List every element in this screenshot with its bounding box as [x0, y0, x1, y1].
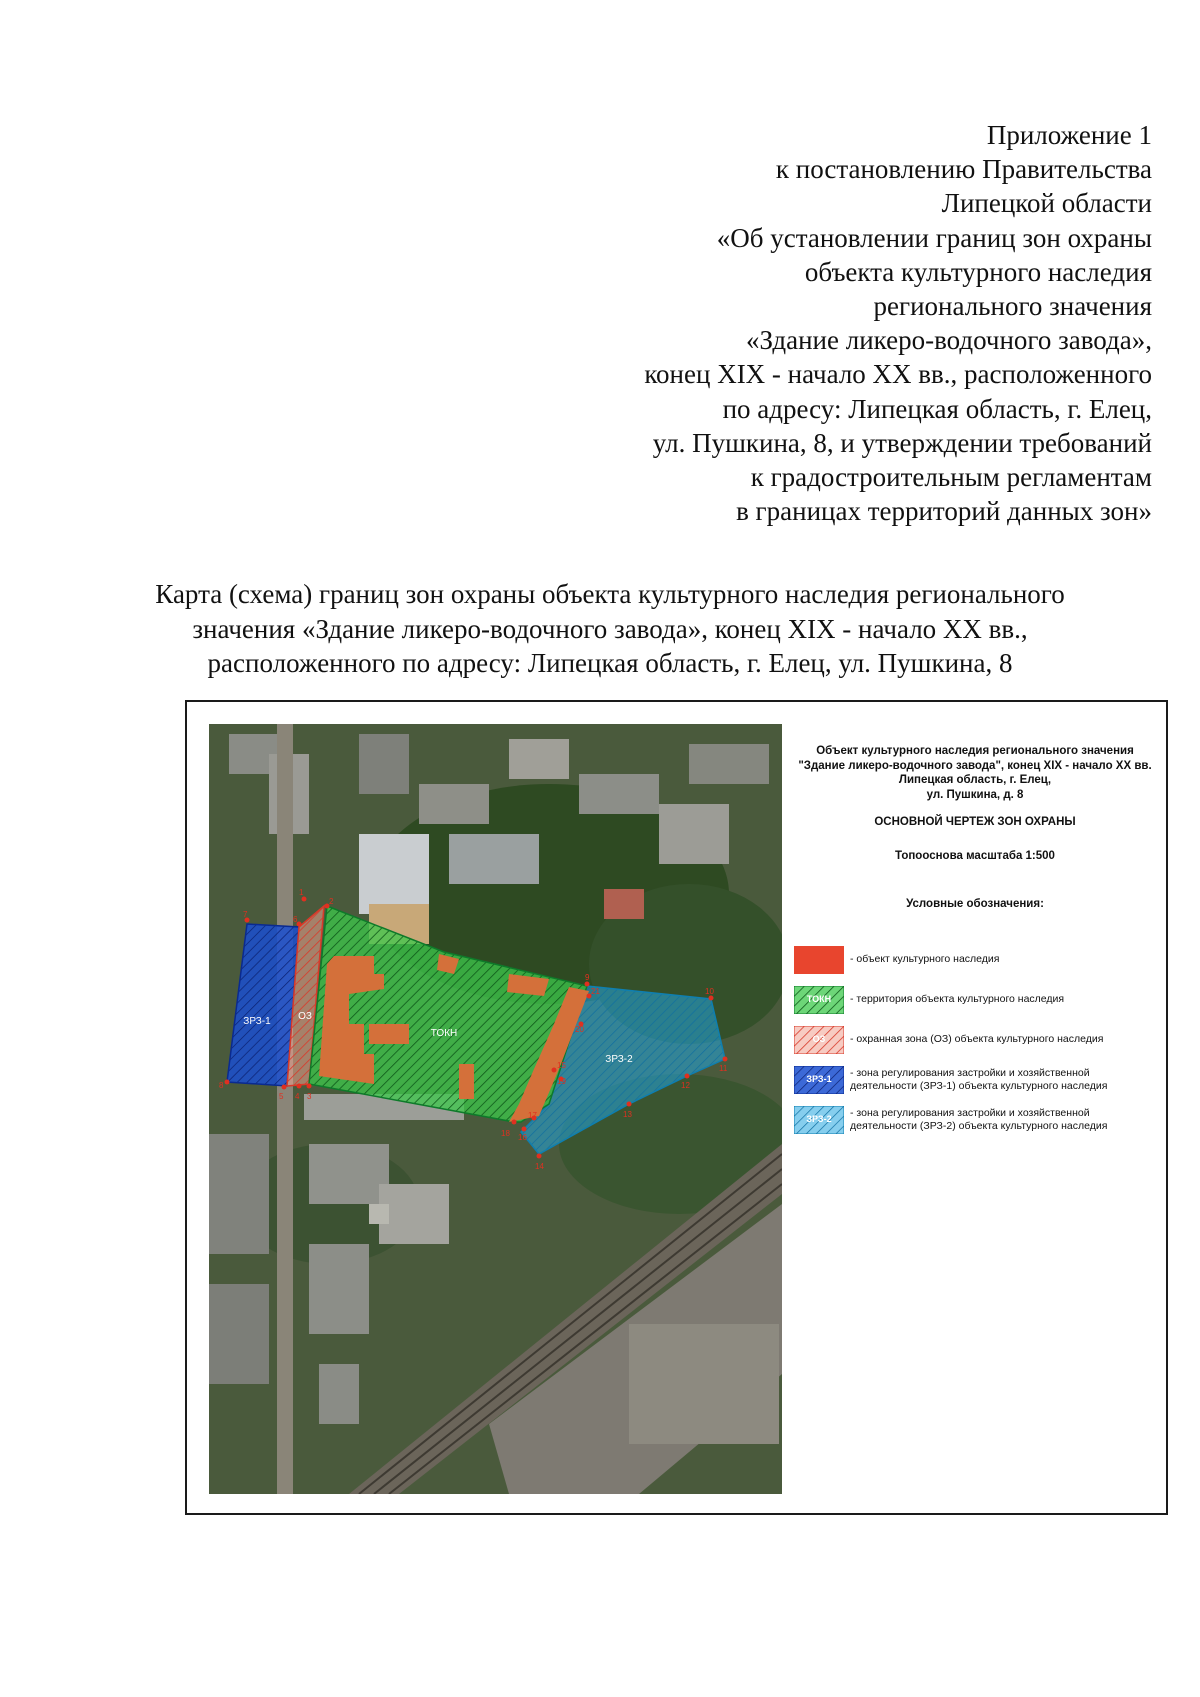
legend-item-zrz1 [794, 1066, 1164, 1096]
point-label: 18 [501, 1129, 510, 1138]
boundary-point [685, 1074, 690, 1079]
building [579, 774, 659, 814]
map-legend [782, 724, 1168, 1494]
legend-heading-line: Объект культурного наследия регионального значения [816, 745, 1134, 757]
point-label: 2 [329, 897, 334, 906]
point-label: 15 [557, 1061, 566, 1070]
boundary-point [282, 1085, 287, 1090]
point-label: 7 [243, 910, 248, 919]
building [659, 804, 729, 864]
appendix-line: по адресу: Липецкая область, г. Елец, [722, 393, 1152, 424]
legend-swatch-code: ЗРЗ-2 [806, 1114, 832, 1124]
appendix-line: объекта культурного наследия [804, 256, 1152, 287]
legend-heading-line: "Здание ликеро-водочного завода", конец XIX - начало XX вв. [798, 759, 1152, 772]
boundary-point [709, 996, 714, 1001]
building [379, 1184, 449, 1244]
legend-label-line: - охранная зона (ОЗ) объекта культурного наследия [850, 1033, 1104, 1045]
point-label: 6 [293, 915, 298, 924]
legend-swatch-code: ОЗ [812, 1034, 826, 1044]
boundary-point [307, 1084, 312, 1089]
street [277, 724, 293, 1494]
map-title-line: Карта (схема) границ зон охраны объекта культурного наследия регионального [155, 579, 1065, 609]
point-label: 21 [591, 987, 600, 996]
legend-heading [782, 744, 1168, 802]
point-label: 4 [295, 1092, 300, 1101]
appendix-line: конец XIX - начало XX вв., расположенного [644, 359, 1152, 390]
legend-label-line: деятельности (ЗРЗ-2) объекта культурного наследия [850, 1120, 1108, 1132]
legend-label-line: - территория объекта культурного наследия [850, 993, 1065, 1005]
point-label: 11 [719, 1064, 728, 1073]
building [604, 889, 644, 919]
point-label: 1 [299, 888, 304, 897]
legend-label [850, 1067, 1170, 1093]
building [209, 1134, 269, 1254]
legend-label-line: - объект культурного наследия [850, 953, 1000, 965]
legend-drawing-title: ОСНОВНОЙ ЧЕРТЕЖ ЗОН ОХРАНЫ [874, 816, 1076, 828]
building [449, 834, 539, 884]
appendix-line: ул. Пушкина, 8, и утверждении требований [652, 427, 1152, 458]
building [319, 1364, 359, 1424]
building [689, 744, 769, 784]
map-title-line: расположенного по адресу: Липецкая область, г. Елец, ул. Пушкина, 8 [207, 648, 1013, 678]
point-label: 9 [585, 973, 590, 982]
point-label: 20 [575, 1025, 584, 1034]
point-label: 16 [518, 1133, 527, 1142]
legend-symbols-title: Условные обозначения: [906, 898, 1044, 910]
legend-swatch-okn [794, 946, 844, 974]
boundary-point [627, 1102, 632, 1107]
building [419, 784, 489, 824]
legend-label [850, 1107, 1170, 1133]
legend-swatch-code: ЗРЗ-1 [806, 1074, 832, 1084]
building [509, 739, 569, 779]
legend-label [850, 993, 1170, 1006]
point-label: 19 [557, 1077, 566, 1086]
boundary-point [537, 1154, 542, 1159]
point-label: 3 [307, 1092, 312, 1101]
map-frame [185, 700, 1168, 1515]
boundary-point [512, 1120, 517, 1125]
parking-lot [629, 1324, 779, 1444]
zone-label-zrz1: ЗРЗ-1 [243, 1016, 271, 1027]
legend-item-zrz2 [794, 1106, 1164, 1136]
point-label: 13 [623, 1110, 632, 1119]
map-svg [209, 724, 782, 1494]
appendix-header [452, 118, 1152, 528]
appendix-line: к градостроительным регламентам [750, 462, 1152, 493]
legend-item-okn [794, 946, 1164, 976]
legend-label-line: - зона регулирования застройки и хозяйственной [850, 1067, 1090, 1079]
point-label: 14 [535, 1162, 544, 1171]
legend-item-oz [794, 1026, 1164, 1056]
boundary-point [522, 1127, 527, 1132]
appendix-line: регионального значения [873, 291, 1152, 322]
heritage-building [459, 1064, 474, 1099]
legend-heading-line: Липецкая область, г. Елец, [898, 774, 1052, 786]
boundary-point [552, 1068, 557, 1073]
map-title [140, 577, 1080, 681]
legend-label [850, 953, 1170, 966]
boundary-point [585, 982, 590, 987]
appendix-line: «Об установлении границ зон охраны [716, 222, 1152, 253]
appendix-line: в границах территорий данных зон» [736, 496, 1152, 527]
point-label: 5 [279, 1092, 284, 1101]
legend-scale: Топооснова масштаба 1:500 [895, 850, 1055, 862]
legend-swatch-code: ТОКН [806, 994, 832, 1004]
boundary-point [225, 1080, 230, 1085]
point-label: 12 [681, 1081, 690, 1090]
point-label: 10 [705, 987, 714, 996]
zone-label-tokn: ТОКН [430, 1028, 458, 1039]
zone-label-oz: ОЗ [298, 1011, 312, 1022]
map-title-line: значения «Здание ликеро-водочного завода», конец XIX - начало XX вв., [192, 613, 1028, 644]
building [209, 1284, 269, 1384]
legend-label [850, 1033, 1170, 1046]
boundary-point [297, 1084, 302, 1089]
legend-label-line: деятельности (ЗРЗ-1) объекта культурного наследия [850, 1080, 1108, 1092]
heritage-building [369, 1024, 409, 1044]
appendix-line: Липецкой области [941, 188, 1152, 219]
building [359, 734, 409, 794]
building [309, 1144, 389, 1204]
appendix-line: к постановлению Правительства [775, 154, 1152, 185]
point-label: 17 [528, 1111, 537, 1120]
legend-label-line: - зона регулирования застройки и хозяйственной [850, 1107, 1090, 1119]
boundary-point [723, 1057, 728, 1062]
satellite-map [209, 724, 782, 1494]
building [309, 1244, 369, 1334]
building [369, 1204, 389, 1224]
boundary-point [302, 897, 307, 902]
legend-heading-line: ул. Пушкина, д. 8 [926, 788, 1024, 801]
point-label: 8 [219, 1081, 224, 1090]
building [359, 834, 429, 914]
appendix-line: «Здание ликеро-водочного завода», [746, 325, 1152, 356]
zone-label-zrz2: ЗРЗ-2 [605, 1054, 633, 1065]
appendix-line: Приложение 1 [986, 120, 1152, 150]
legend-item-tokn [794, 986, 1164, 1016]
